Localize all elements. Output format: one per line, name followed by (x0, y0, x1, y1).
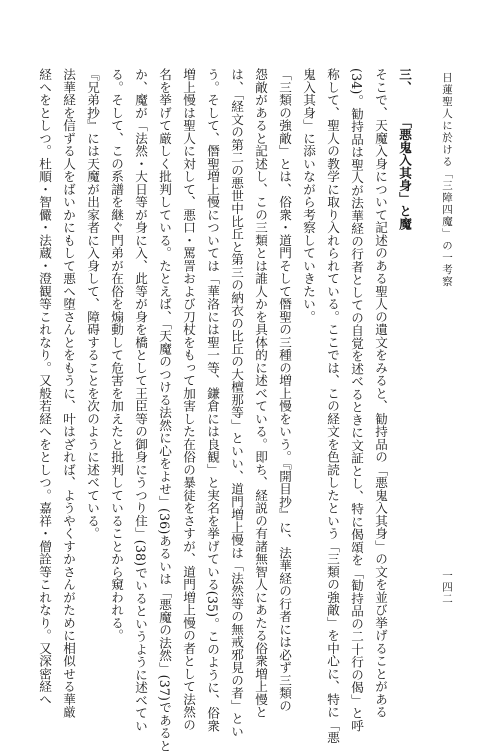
body-line: る。そして、この系譜を継ぐ門弟が在俗を煽動して危害を加えたと批判していることから窺われる。 (109, 68, 124, 642)
running-head: 日蓮聖人に於ける「三障四魔」の一考察 (441, 72, 453, 288)
body-line: (34)。勧持品は聖人が法華経の行者としての自覚を述べるときに文証とし、特に偈頌を「勧持品の二十行の偈」と呼 (349, 68, 364, 732)
body-line: 「三類の強敵」とは、俗衆・道門そして僭聖の三種の増上慢をいう。『開目抄』に、法華経の行者には必ず三類の (277, 68, 292, 712)
body-line: 名を挙げて厳しく批判している。たとえば、「天魔のつける法然に心をよせ」(36)あるいは「悪魔の法然」(37)であると (157, 68, 172, 752)
body-text (37, 68, 416, 752)
quote-line: 経へをとしつ。杜順・智儼・法蔵・澄観等これなり。又般若経へをとしつ。嘉祥・僧詮等これなり。又深密経へ (37, 68, 52, 706)
body-line: 『兄弟抄』には天魔が出家者に入身して、障碍することを次のように述べている。 (85, 68, 100, 540)
section-number: 三、 (397, 68, 412, 94)
body-line: 怨敵があると記述し、この三類とは誰人かを具体的に述べている。即ち、経説の有諸無智人にあたる俗衆増上慢と (253, 68, 268, 719)
body-line: 称して、聖人の教学に取り入れられている。ここでは、この経文を色読したという「三類の強敵」を中心に、特に「悪 (325, 68, 340, 744)
body-line: は、「経文の第二の悪世中比丘と第三の納衣の比丘の大檀那等」といい、道門増上慢は「法然等の無戒邪見の者」とい (229, 68, 244, 738)
body-line: 増上慢は聖人に対して、悪口・罵詈および刀杖をもって加害した在俗の暴徒をさすが、道門増上慢の者として法然の (181, 68, 196, 731)
body-line: か、魔が「法然・大日等が身に入、此等が身を橋として王臣等の御身にうつり住」(38)でいるというように述べてい (133, 68, 148, 732)
quote-line: 法華経を信ずる人をばいかにもして悪へ堕さんとをもうに、叶はざれば、ようやくすかさんがために相似せる華厳 (61, 68, 76, 719)
page-number: 一四二 (441, 570, 453, 605)
body-line: そこで、天魔入身について記述のある聖人の遺文をみると、勧持品の「悪鬼入其身」の文を並び挙げることがある (373, 68, 388, 719)
body-line: う。そして、僭聖増上慢については「華洛には聖一等、鎌倉には良観」と実名を挙げている(35)。このように、俗衆 (205, 68, 220, 732)
section-title: 「悪鬼入其身」と魔 (397, 121, 412, 230)
body-line: 鬼入其身」に添いながら考察していきたい。 (301, 68, 316, 323)
section-heading (392, 68, 416, 710)
